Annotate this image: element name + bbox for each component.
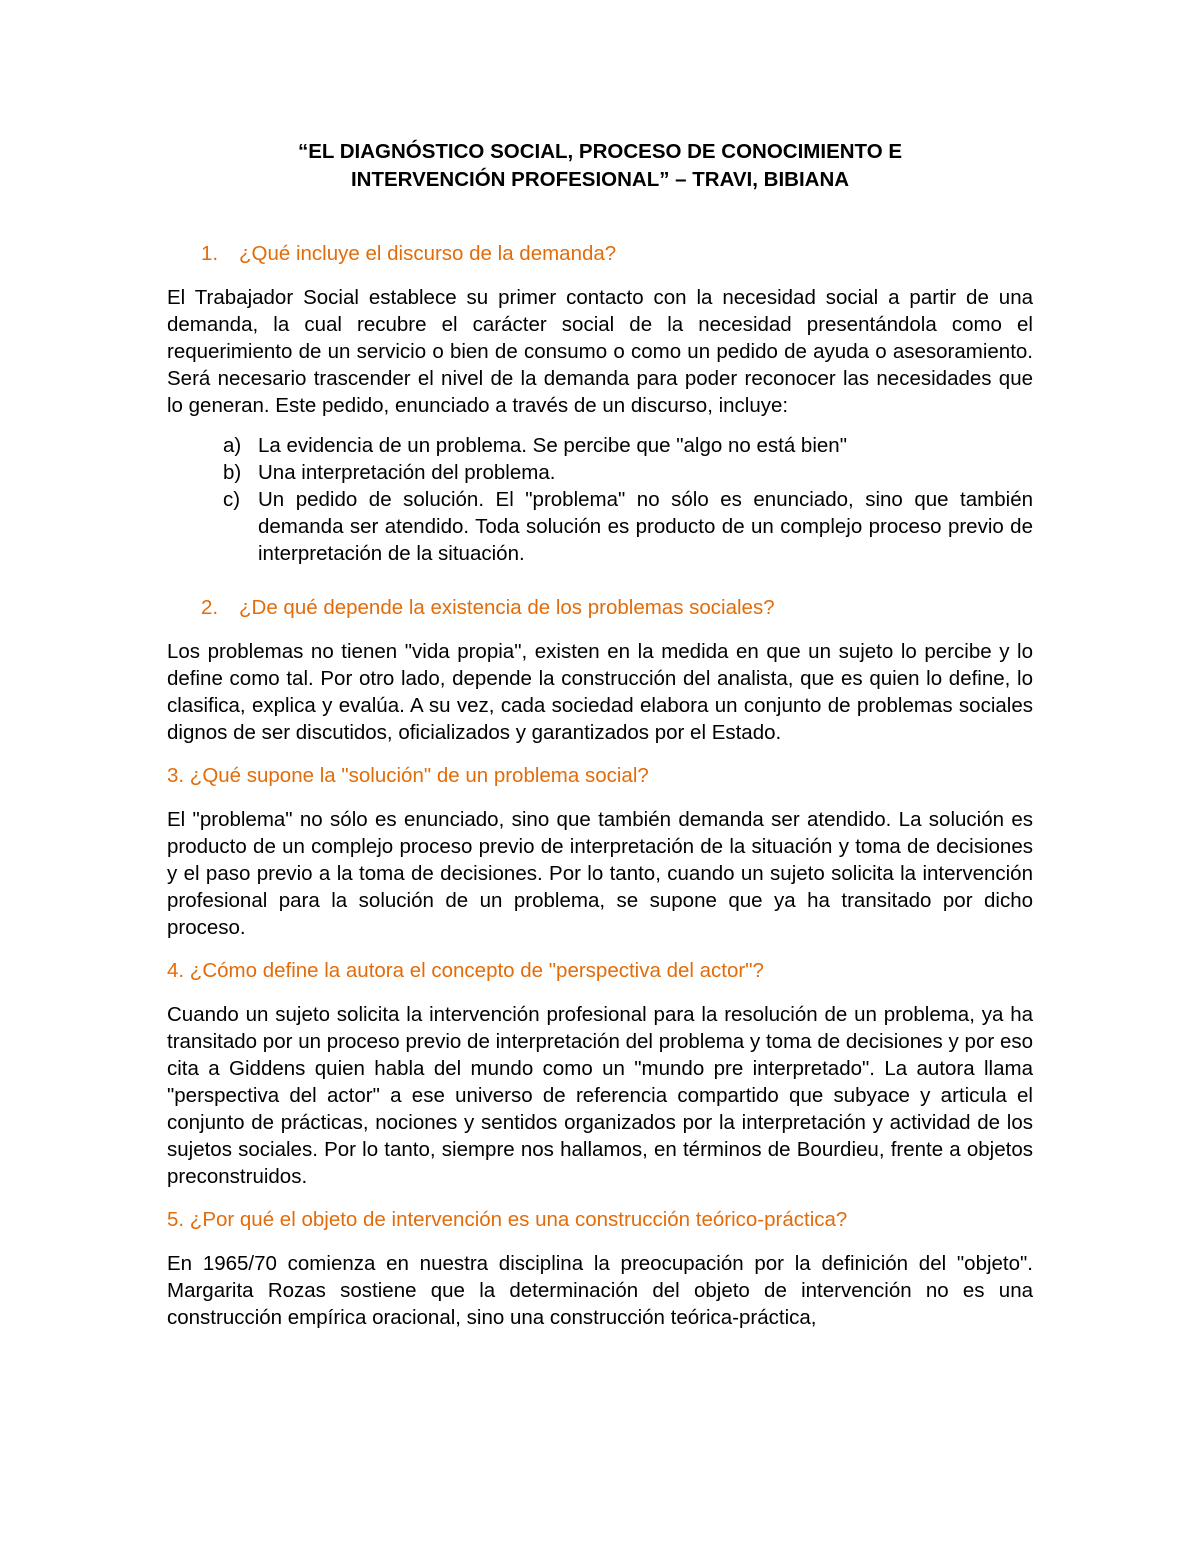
question-3: 3. ¿Qué supone la "solución" de un problema social? bbox=[167, 764, 649, 787]
question-2-number: 2. bbox=[201, 596, 219, 619]
answer-4: Cuando un sujeto solicita la intervención profesional para la resolución de un problema, ya ha transitado por un proceso previo de interpretación del problema y toma de decisiones y por eso cita a Giddens quien habla del mundo como un "mundo pre interpretado". La autora llama "perspectiva del actor" a ese universo de referencia compartido que subyace y articula el conjunto de prácticas, nociones y sentidos organizados por la interpretación y actividad de los sujetos sociales. Por lo tanto, siempre nos hallamos, en términos de Bourdieu, frente a objetos preconstruidos. bbox=[167, 1003, 1033, 1188]
document-title bbox=[167, 138, 1033, 194]
answer-1: El Trabajador Social establece su primer contacto con la necesidad social a partir de una demanda, la cual recubre el carácter social de la necesidad presentándola como el requerimiento de un servicio o bien de consumo o como un pedido de ayuda o asesoramiento. Será necesario trascender el nivel de la demanda para poder reconocer las necesidades que lo generan. Este pedido, enunciado a través de un discurso, incluye: bbox=[167, 286, 1033, 417]
title-line-2: INTERVENCIÓN PROFESIONAL” – TRAVI, BIBIANA bbox=[350, 168, 850, 191]
answer-1-list bbox=[167, 432, 1033, 567]
list-item bbox=[167, 459, 1033, 486]
list-item bbox=[167, 486, 1033, 567]
question-1-number: 1. bbox=[201, 242, 219, 265]
answer-5: En 1965/70 comienza en nuestra disciplina la preocupación por la definición del "objeto". Margarita Rozas sostiene que la determinación del objeto de intervención no es una construcción empírica oracional, sino una construcción teórica-práctica, bbox=[167, 1252, 1033, 1329]
list-item-text: Una interpretación del problema. bbox=[258, 461, 556, 484]
document-body bbox=[167, 138, 1033, 1331]
list-item-mark: b) bbox=[223, 461, 242, 484]
question-2 bbox=[167, 594, 1033, 621]
list-item-mark: c) bbox=[223, 488, 241, 511]
title-line-1: “EL DIAGNÓSTICO SOCIAL, PROCESO DE CONOCIMIENTO E bbox=[297, 140, 903, 163]
list-item-text: La evidencia de un problema. Se percibe que "algo no está bien" bbox=[258, 434, 847, 457]
list-item bbox=[167, 432, 1033, 459]
list-item-mark: a) bbox=[223, 434, 242, 457]
question-1-text: ¿Qué incluye el discurso de la demanda? bbox=[239, 242, 617, 265]
answer-3: El "problema" no sólo es enunciado, sino que también demanda ser atendido. La solución es producto de un complejo proceso previo de interpretación de la situación y toma de decisiones y el paso previo a la toma de decisiones. Por lo tanto, cuando un sujeto solicita la intervención profesional para la solución de un problema, se supone que ya ha transitado por dicho proceso. bbox=[167, 808, 1033, 939]
list-item-text: Un pedido de solución. El "problema" no sólo es enunciado, sino que también demanda ser atendido. Toda solución es producto de un complejo proceso previo de interpretación de la situación. bbox=[258, 488, 1033, 565]
answer-2: Los problemas no tienen "vida propia", existen en la medida en que un sujeto lo percibe y lo define como tal. Por otro lado, depende la construcción del analista, que es quien lo define, lo clasifica, explica y evalúa. A su vez, cada sociedad elabora un conjunto de problemas sociales dignos de ser discutidos, oficializados y garantizados por el Estado. bbox=[167, 640, 1033, 744]
question-1 bbox=[167, 240, 1033, 267]
question-2-text: ¿De qué depende la existencia de los problemas sociales? bbox=[239, 596, 775, 619]
question-4: 4. ¿Cómo define la autora el concepto de "perspectiva del actor"? bbox=[167, 959, 764, 982]
question-5: 5. ¿Por qué el objeto de intervención es una construcción teórico-práctica? bbox=[167, 1208, 848, 1231]
